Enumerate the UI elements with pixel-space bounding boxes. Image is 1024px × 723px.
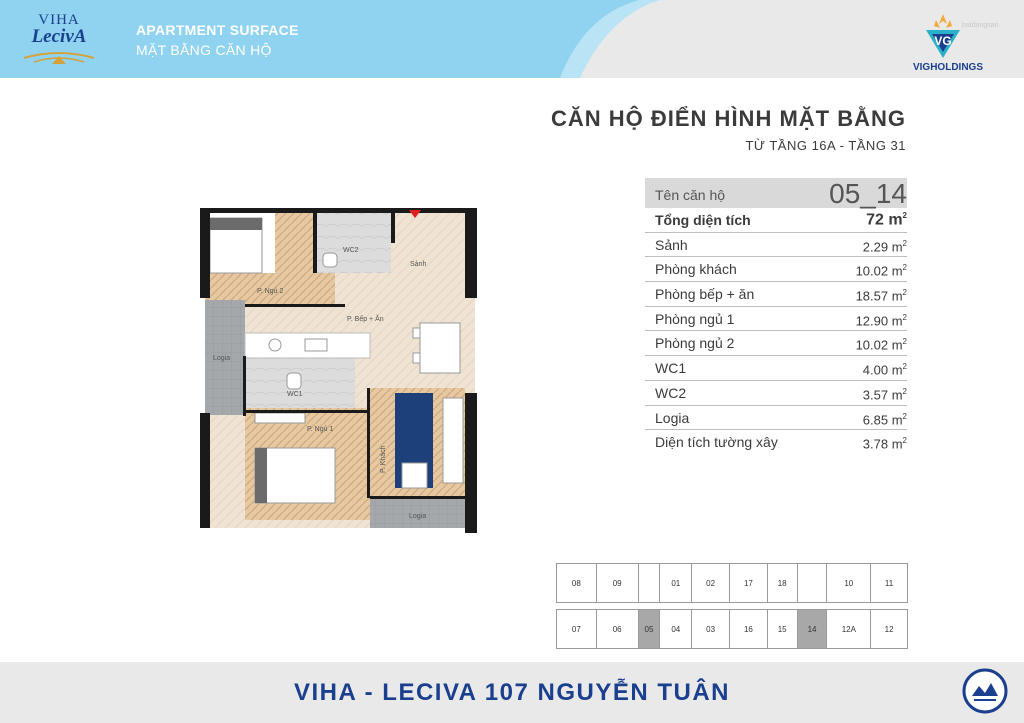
area-unit-exponent: 2 <box>902 263 907 273</box>
page-title: CĂN HỘ ĐIỂN HÌNH MẶT BẰNG <box>551 106 906 131</box>
key-plan-unit-06: 06 <box>597 610 639 648</box>
area-value-text: 4.00 m <box>862 362 903 378</box>
area-row <box>645 208 907 233</box>
brand-line2: LecivA <box>31 26 87 47</box>
area-row <box>645 356 907 381</box>
area-unit-exponent: 2 <box>902 362 907 372</box>
area-label: Tổng diện tích <box>655 212 751 228</box>
key-plan-unit-09: 09 <box>597 564 639 602</box>
key-plan-unit-12: 12 <box>884 624 894 634</box>
area-unit-exponent: 2 <box>902 386 907 396</box>
floor-range: TỪ TẦNG 16A - TẦNG 31 <box>745 138 906 153</box>
key-plan-unit-02: 02 <box>692 564 730 602</box>
key-plan-unit-04: 04 <box>660 610 692 648</box>
key-plan-unit-05: 05 <box>639 610 661 648</box>
key-plan <box>556 563 908 649</box>
area-label: WC2 <box>655 384 687 401</box>
key-plan-unit-10: 10 <box>827 564 871 602</box>
area-value <box>863 362 907 377</box>
area-unit-exponent: 2 <box>902 337 907 347</box>
area-table <box>645 178 907 455</box>
room-label-ngu1: P. Ngủ 1 <box>307 426 334 433</box>
area-row <box>645 430 907 455</box>
watermark: batdongsan <box>962 22 999 29</box>
area-value-text: 18.57 m <box>855 288 903 304</box>
key-plan-unit-18: 18 <box>768 564 798 602</box>
header-subtitle: MẶT BẰNG CĂN HỘ <box>136 42 272 58</box>
room-label-logia-bottom: Logia <box>409 513 427 520</box>
room-label-bep: P. Bếp + Ăn <box>347 316 384 323</box>
brand-name <box>14 12 104 48</box>
key-plan-unit-17: 17 <box>730 564 768 602</box>
unit-value: 05_14 <box>829 178 907 209</box>
unit-label: Tên căn hộ <box>655 187 726 203</box>
area-row <box>645 282 907 307</box>
room-label-logia-left: Logia <box>213 355 231 362</box>
key-plan-unit-12A: 12A <box>827 610 871 648</box>
area-row <box>645 257 907 282</box>
area-row <box>645 233 907 258</box>
key-plan-unit-03: 03 <box>692 610 730 648</box>
key-plan-unit-15: 15 <box>768 610 798 648</box>
room-label-ngu2: P. Ngủ 2 <box>257 288 284 295</box>
area-row <box>645 406 907 431</box>
brand-line1: VIHA <box>38 12 80 28</box>
svg-text:VG: VG <box>934 34 952 48</box>
unit-name-row <box>645 178 907 208</box>
key-plan-unit-11: 11 <box>884 578 894 588</box>
vigholdings-logo-icon <box>918 12 968 62</box>
area-value <box>863 387 907 402</box>
room-label-wc2: WC2 <box>343 247 359 254</box>
area-value-text: 6.85 m <box>862 411 903 427</box>
key-plan-unit-core <box>639 564 661 602</box>
header-bar <box>0 0 1024 78</box>
key-plan-top-row <box>556 563 908 603</box>
area-label: Phòng bếp + ăn <box>655 286 755 303</box>
area-unit-exponent: 2 <box>902 411 907 421</box>
key-plan-bottom-row <box>556 609 908 649</box>
area-row <box>645 331 907 356</box>
area-rows <box>645 208 907 455</box>
area-label: Phòng khách <box>655 261 737 278</box>
room-label-wc1: WC1 <box>287 391 303 398</box>
area-label: Sảnh <box>655 236 688 253</box>
footer-bar <box>0 662 1024 723</box>
project-seal-icon <box>962 668 1008 714</box>
area-label: Logia <box>655 409 690 426</box>
area-label: Diện tích tường xây <box>655 434 778 451</box>
area-value <box>863 436 907 451</box>
area-value <box>863 239 907 254</box>
area-unit-exponent: 2 <box>902 211 907 220</box>
area-value-text: 3.57 m <box>862 387 903 403</box>
key-plan-unit-07: 07 <box>557 610 597 648</box>
area-label: Phòng ngủ 2 <box>655 335 735 352</box>
footer-title: VIHA - LECIVA 107 NGUYỄN TUÂN <box>294 679 730 706</box>
room-label-sanh: Sảnh <box>410 261 427 268</box>
key-plan-unit-14: 14 <box>798 610 828 648</box>
area-value <box>856 263 907 278</box>
area-value-text: 72 m <box>866 211 903 229</box>
area-value <box>863 412 907 427</box>
area-row <box>645 381 907 406</box>
floor-plan <box>195 208 485 540</box>
area-unit-exponent: 2 <box>902 238 907 248</box>
key-plan-unit-core <box>798 564 828 602</box>
area-value-text: 10.02 m <box>855 337 903 353</box>
area-unit-exponent: 2 <box>902 288 907 298</box>
header-title: APARTMENT SURFACE <box>136 22 299 38</box>
room-label-khach: P. Khách <box>380 445 387 473</box>
key-plan-unit-08: 08 <box>557 564 597 602</box>
area-value <box>856 288 907 303</box>
key-plan-unit-01: 01 <box>660 564 692 602</box>
area-value-text: 12.90 m <box>855 313 903 329</box>
header-sky-shape <box>0 0 1024 78</box>
area-value-text: 2.29 m <box>862 239 903 255</box>
area-value <box>856 313 907 328</box>
area-value-text: 3.78 m <box>862 436 903 452</box>
area-row <box>645 307 907 332</box>
key-plan-unit-16: 16 <box>730 610 768 648</box>
area-unit-exponent: 2 <box>902 312 907 322</box>
area-value <box>866 211 907 229</box>
area-label: WC1 <box>655 360 687 377</box>
area-value <box>856 337 907 352</box>
area-label: Phòng ngủ 1 <box>655 310 735 327</box>
area-value-text: 10.02 m <box>855 263 903 279</box>
area-unit-exponent: 2 <box>902 436 907 446</box>
partner-name: VIGHOLDINGS <box>912 62 983 73</box>
